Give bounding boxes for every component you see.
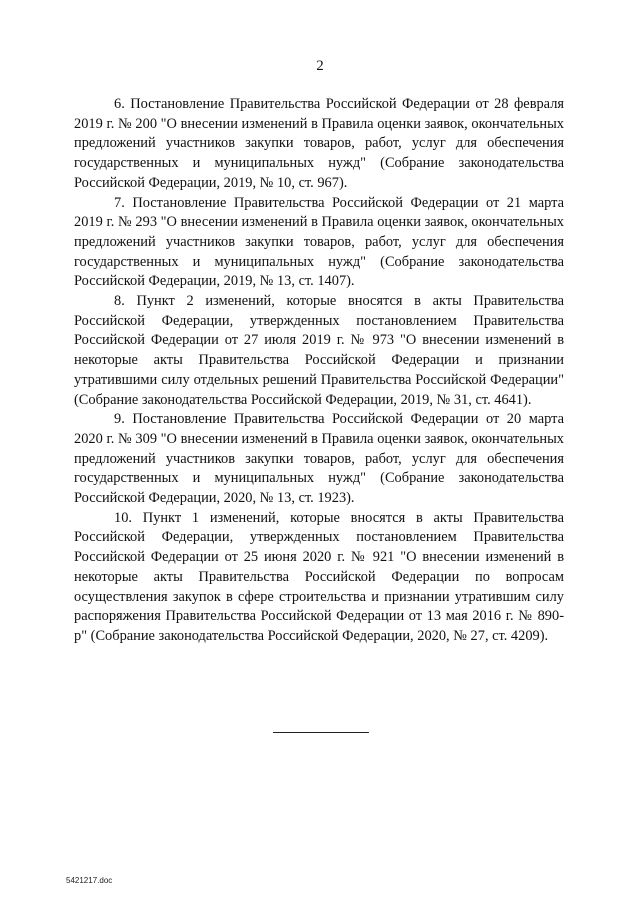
separator-line [273,732,369,733]
document-body [74,95,564,647]
paragraph-7: 7. Постановление Правительства Российской Федерации от 21 марта 2019 г. № 293 "О внесении изменений в Правила оценки заявок, окончательных предложений участников закупки товаров, работ, услуг для обеспечения государственных и муниципальных нужд" (Собрание законодательства Российской Федерации, 2019, № 13, ст. 1407). [74,194,564,290]
file-identifier: 5421217.doc [66,876,113,885]
paragraph-9: 9. Постановление Правительства Российской Федерации от 20 марта 2020 г. № 309 "О внесении изменений в Правила оценки заявок, окончательных предложений участников закупки товаров, работ, услуг для обеспечения государственных и муниципальных нужд" (Собрание законодательства Российской Федерации, 2020, № 13, ст. 1923). [74,411,564,507]
page-number: 2 [316,58,324,74]
paragraph-6: 6. Постановление Правительства Российской Федерации от 28 февраля 2019 г. № 200 "О внесении изменений в Правила оценки заявок, окончательных предложений участников закупки товаров, работ, услуг для обеспечения государственных и муниципальных нужд" (Собрание законодательства Российской Федерации, 2019, № 10, ст. 967). [74,96,564,191]
paragraph-10: 10. Пункт 1 изменений, которые вносятся в акты Правительства Российской Федерации, утвержденных постановлением Правительства Российской Федерации от 25 июня 2020 г. № 921 "О внесении изменений в некоторые акты Правительства Российской Федерации по вопросам осуществления закупок в сфере строительства и признании утратившим силу распоряжения Правительства Российской Федерации от 13 мая 2016 г. № 890-р" (Собрание законодательства Российской Федерации, 2020, № 27, ст. 4209). [74,509,564,644]
paragraph-8: 8. Пункт 2 изменений, которые вносятся в акты Правительства Российской Федерации, утвержденных постановлением Правительства Российской Федерации от 27 июля 2019 г. № 973 "О внесении изменений в некоторые акты Правительства Российской Федерации и признании утратившими силу отдельных решений Правительства Российской Федерации" (Собрание законодательства Российской Федерации, 2019, № 31, ст. 4641). [74,293,564,408]
